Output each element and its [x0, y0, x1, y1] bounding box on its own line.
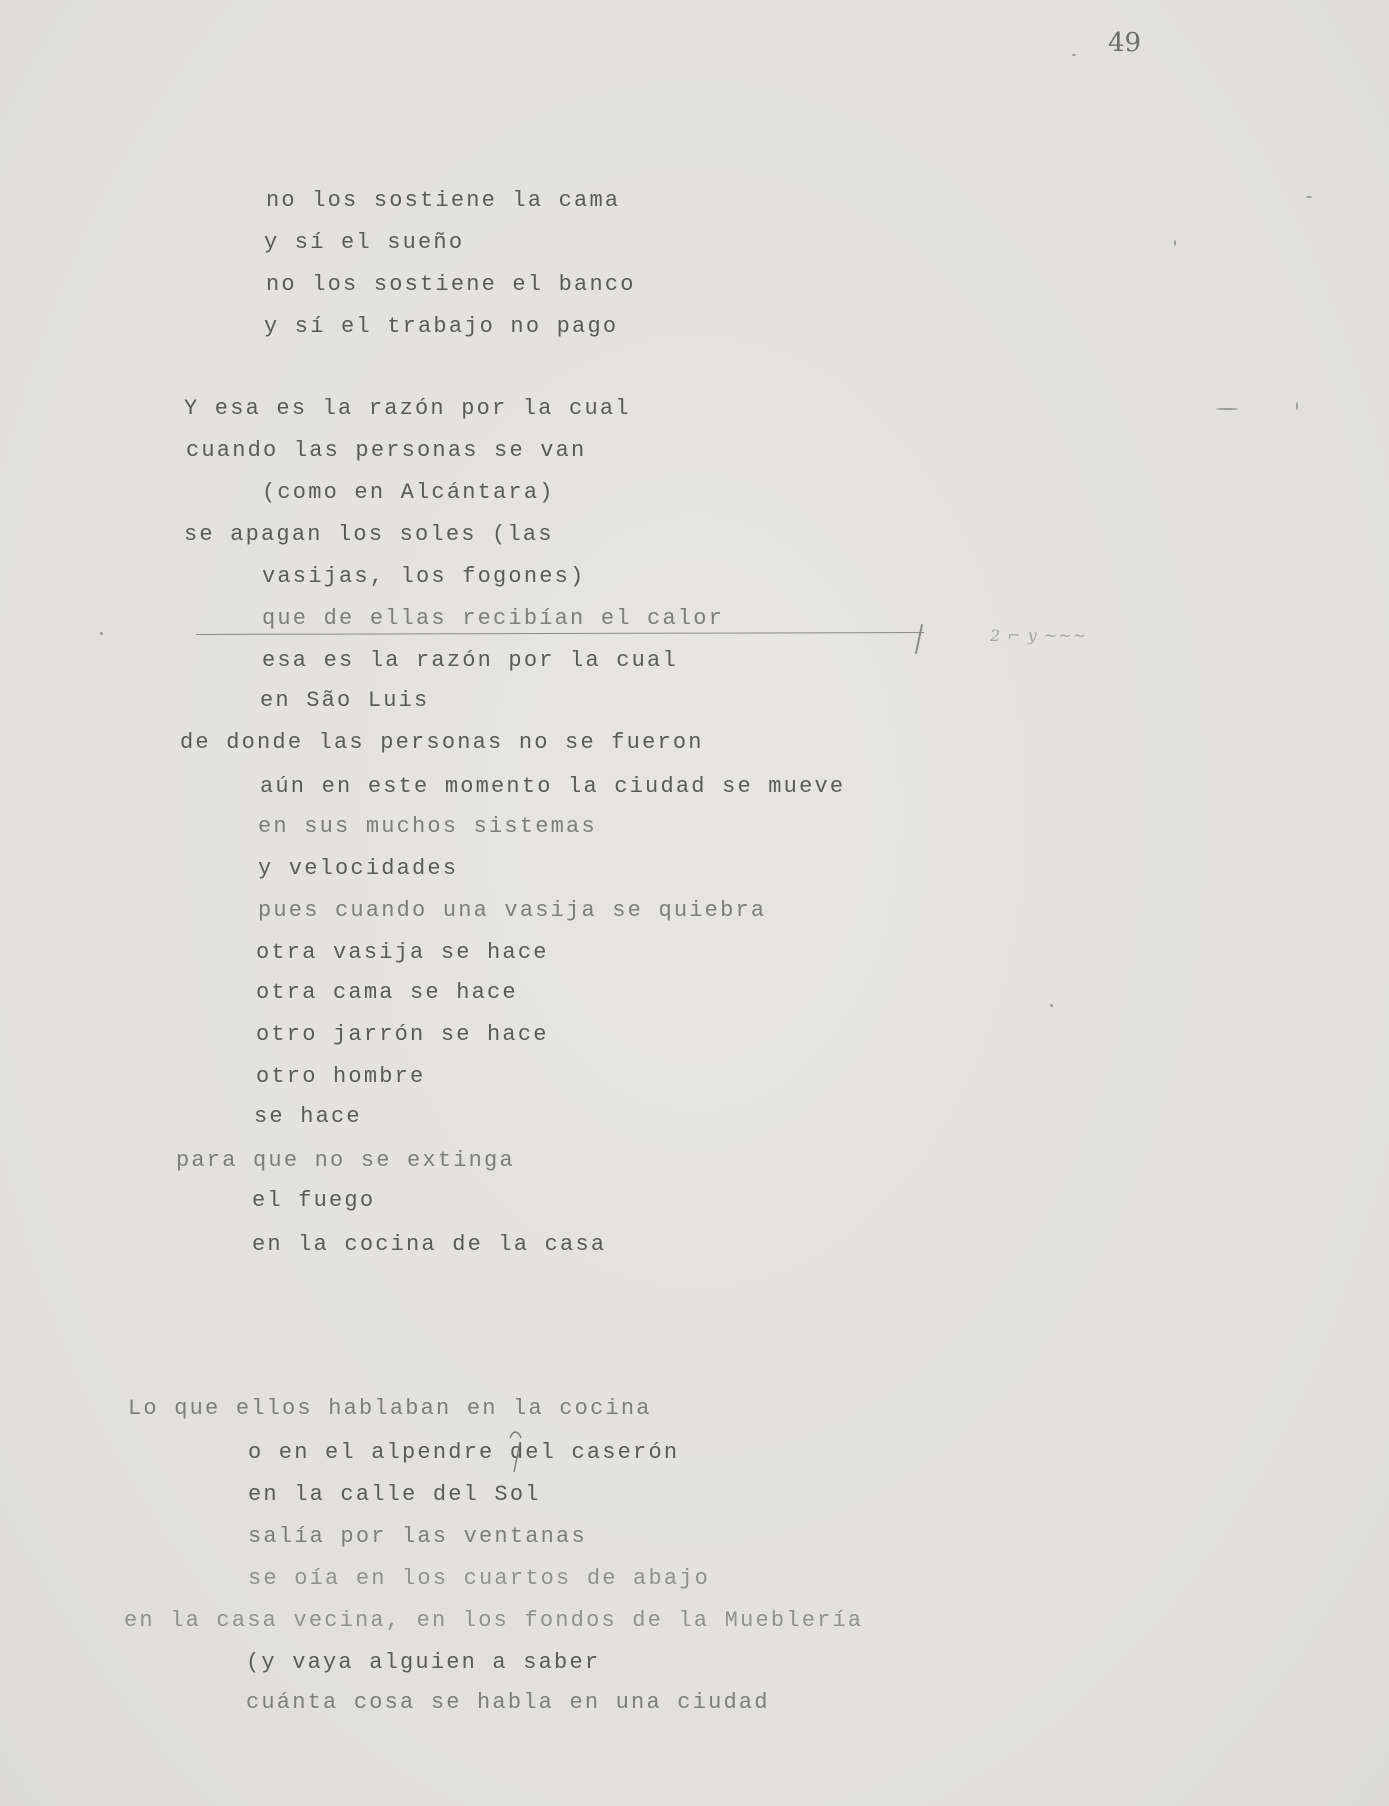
poem-line: de donde las personas no se fueron: [180, 730, 704, 755]
poem-line: esa es la razón por la cual: [262, 648, 678, 673]
poem-line: vasijas, los fogones): [262, 564, 586, 589]
poem-line: para que no se extinga: [176, 1148, 515, 1173]
paper-speck: [1050, 1004, 1053, 1007]
poem-line: se hace: [254, 1104, 362, 1129]
poem-line: cuánta cosa se habla en una ciudad: [246, 1690, 770, 1715]
poem-line: cuando las personas se van: [186, 438, 587, 463]
poem-line: o en el alpendre del caserón: [248, 1440, 680, 1465]
paper-speck: [1296, 402, 1298, 410]
page-number: 49: [1108, 28, 1142, 58]
poem-line: se oía en los cuartos de abajo: [248, 1566, 711, 1591]
poem-line: (y vaya alguien a saber: [246, 1650, 601, 1675]
paper-speck: [1072, 54, 1076, 56]
paper-speck: [100, 632, 103, 635]
poem-line: y velocidades: [258, 856, 459, 881]
poem-line: aún en este momento la ciudad se mueve: [260, 774, 846, 799]
paper-speck: [1174, 240, 1176, 246]
poem-line: otra vasija se hace: [256, 940, 549, 965]
paper-speck: [1216, 408, 1238, 410]
poem-line: en sus muchos sistemas: [258, 814, 597, 839]
poem-line: Lo que ellos hablaban en la cocina: [128, 1396, 652, 1421]
poem-line: no los sostiene el banco: [266, 272, 636, 297]
handwritten-insert-mark: [508, 1428, 524, 1474]
paper-speck: [1306, 196, 1312, 198]
poem-line: otro jarrón se hace: [256, 1022, 549, 1047]
poem-line: en la cocina de la casa: [252, 1232, 607, 1257]
poem-line: Y esa es la razón por la cual: [184, 396, 631, 421]
poem-line: otra cama se hace: [256, 980, 518, 1005]
strike-rule-tick: [915, 624, 923, 654]
poem-line-struck: que de ellas recibían el calor: [262, 606, 725, 631]
poem-line: no los sostiene la cama: [266, 188, 621, 213]
poem-line: en la calle del Sol: [248, 1482, 541, 1507]
poem-line: se apagan los soles (las: [184, 522, 554, 547]
poem-line: otro hombre: [256, 1064, 426, 1089]
poem-line: en São Luis: [260, 688, 430, 713]
poem-line: y sí el trabajo no pago: [264, 314, 619, 339]
poem-line: y sí el sueño: [264, 230, 465, 255]
handwritten-margin-note: 2 ⌐ y ~~~: [990, 626, 1088, 645]
poem-line: el fuego: [252, 1188, 376, 1213]
poem-line: pues cuando una vasija se quiebra: [258, 898, 767, 923]
poem-line: en la casa vecina, en los fondos de la Mueblería: [124, 1608, 864, 1633]
poem-line: (como en Alcántara): [262, 480, 555, 505]
strike-rule: [196, 632, 924, 635]
poem-line: salía por las ventanas: [248, 1524, 587, 1549]
